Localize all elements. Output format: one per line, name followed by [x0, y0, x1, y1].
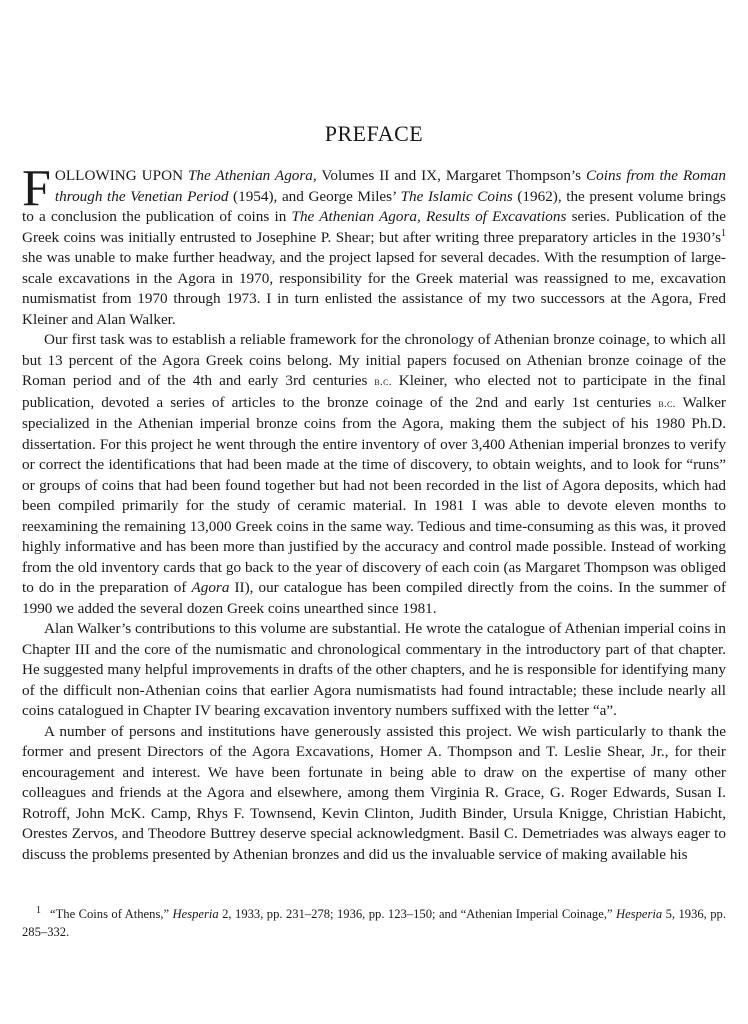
- text-run: Our first task was to establish a reliable framework for the chronology of Athenian bronze coinage, to which all but 13 percent of the Agora Greek coins belong. My initial papers focused on Athenian bronze coinage of the Roman period and of the 4th and early 3rd centuries: [22, 331, 726, 389]
- paragraph-2: [22, 330, 726, 619]
- drop-cap: F: [22, 160, 51, 217]
- preface-body: [22, 160, 726, 865]
- text-run: Walker specialized in the Athenian imperial bronze coins from the Agora, making them the subject of his 1980 Ph.D. dissertation. For this project he went through the entire inventory of over 3,400 Athenian imperial bronzes to verify or correct the identifications that had been made at the time of discovery, to obtain weights, and to look for “runs” or groups of coins that had been found together but had not been recorded in the list of Agora deposits, which had been compiled primarily for the study of ceramic material. In 1981 I was able to devote eleven months to reexamining the remaining 13,000 Greek coins in the same way. Tedious and time-consuming as this was, it proved highly informative and has been more than justified by the accuracy and control made possible. Instead of working from the old inventory cards that go back to the year of discovery of each coin (as Margaret Thompson was obliged to do in the preparation of: [22, 393, 726, 596]
- text-run: (1954), and George Miles’: [228, 187, 401, 205]
- footnote: [22, 905, 726, 941]
- footnote-reference: 1: [721, 227, 726, 239]
- text-run: series. Publication of the Greek coins was initially entrusted to Josephine P. Shear; but after writing three preparatory articles in the 1930’s: [22, 208, 726, 246]
- text-run: II), our catalogue has been compiled directly from the coins. In the summer of 1990 we added the several dozen Greek coins unearthed since 1981.: [22, 579, 726, 617]
- text-run: OLLOWING UPON: [54, 167, 188, 184]
- small-caps-era: b.c.: [374, 376, 392, 388]
- italic-title: The Athenian Agora,: [187, 167, 317, 184]
- text-run: Kleiner, who elected not to participate in the final publication, devoted a series of articles to the bronze coinage of the 2nd and early 1st centuries: [22, 372, 726, 411]
- italic-title: Coins from the Roman through the Venetian Period: [54, 167, 726, 205]
- text-run: Volumes II and IX, Margaret Thompson’s: [316, 167, 586, 184]
- text-run: 5, 1936, pp. 285–332.: [22, 907, 727, 939]
- text-run: (1962), the present volume brings to a conclusion the publication of coins in: [22, 187, 726, 225]
- italic-journal: Hesperia: [172, 907, 219, 921]
- italic-journal: Hesperia: [616, 907, 663, 921]
- paragraph-1: [22, 160, 726, 330]
- small-caps-era: b.c.: [658, 397, 676, 410]
- text-run: she was unable to make further headway, and the project lapsed for several decades. With the resumption of large-scale excavations in the Agora in 1970, responsibility for the Greek material was reassigned to me, excavation numismatist from 1970 through 1973. I in turn enlisted the assistance of my two successors at the Agora, Fred Kleiner and Alan Walker.: [22, 249, 726, 328]
- footnote-mark: [36, 905, 50, 923]
- footnote-number: 1: [36, 904, 41, 916]
- paragraph-3: Alan Walker’s contributions to this volume are substantial. He wrote the catalogue of Athenian imperial coins in Chapter III and the core of the numismatic and chronological commentary in the introductory part of that chapter. He suggested many helpful improvements in drafts of the other chapters, and he is responsible for identifying many of the difficult non-Athenian coins that earlier Agora numismatists had found intractable; these include nearly all coins catalogued in Chapter IV bearing excavation inventory numbers suffixed with the letter “a”.: [22, 620, 726, 719]
- page-title: PREFACE: [324, 121, 424, 146]
- paragraph-4: A number of persons and institutions have generously assisted this project. We wish particularly to thank the former and present Directors of the Agora Excavations, Homer A. Thompson and T. Leslie Shear, Jr., for their encouragement and interest. We have been fortunate in being able to draw on the expertise of many other colleagues and friends at the Agora and elsewhere, among them Virginia R. Grace, G. Roger Edwards, Susan I. Rotroff, John McK. Camp, Rhys F. Townsend, Kevin Clinton, Judith Binder, Ursula Knigge, Christian Habicht, Orestes Zervos, and Theodore Buttrey deserve special acknowledgment. Basil C. Demetriades was always eager to discuss the problems presented by Athenian bronzes and did us the invaluable service of making available his: [22, 722, 726, 863]
- text-run: “The Coins of Athens,”: [50, 907, 173, 921]
- italic-title: The Islamic Coins: [400, 187, 513, 205]
- text-run: 2, 1933, pp. 231–278; 1936, pp. 123–150; and “Athenian Imperial Coinage,”: [218, 907, 616, 921]
- italic-title: The Athenian Agora, Results of Excavations: [291, 208, 567, 225]
- italic-title: Agora: [191, 579, 230, 596]
